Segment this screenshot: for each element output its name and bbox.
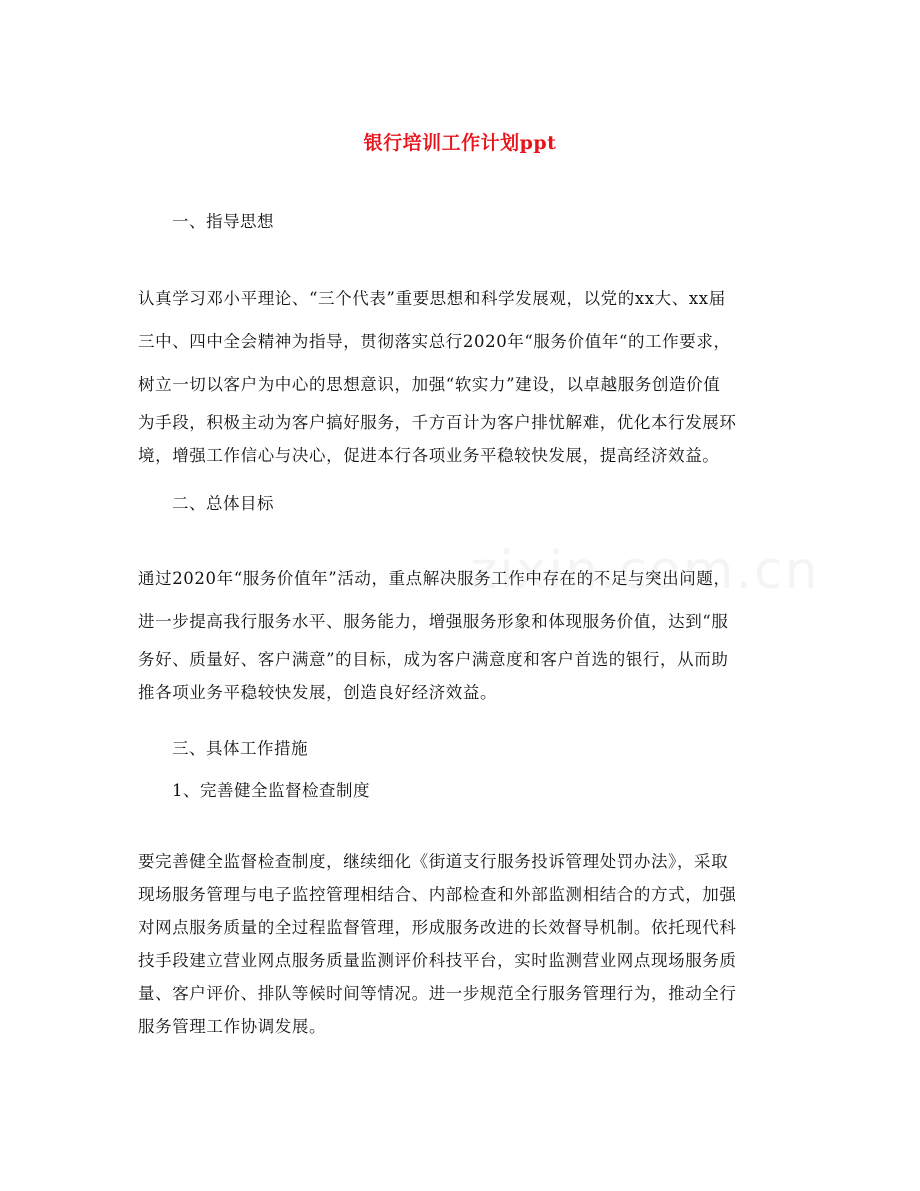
- paragraph-line: 为手段，积极主动为客户搞好服务，千方百计为客户排忧解难，优化本行发展环: [138, 413, 737, 432]
- paragraph-line: 推各项业务平稳较快发展，创造良好经济效益。: [138, 683, 498, 702]
- section-heading-overall-goal: 二、总体目标: [172, 494, 274, 513]
- paragraph-line: 要完善健全监督检查制度，继续细化《街道支行服务投诉管理处罚办法》，采取: [138, 852, 729, 871]
- paragraph-line: 认真学习邓小平理论、“三个代表”重要思想和科学发展观，以党的xx大、xx届: [138, 289, 726, 308]
- paragraph-line: 树立一切以客户为中心的思想意识，加强“软实力”建设，以卓越服务创造价值: [138, 375, 721, 394]
- section-heading-guiding-ideology: 一、指导思想: [172, 212, 274, 231]
- paragraph-line: 通过2020年“服务价值年”活动，重点解决服务工作中存在的不足与突出问题，: [138, 569, 731, 588]
- paragraph-line: 境，增强工作信心与决心，促进本行各项业务平稳较快发展，提高经济效益。: [138, 446, 720, 465]
- paragraph-line: 进一步提高我行服务水平、服务能力，增强服务形象和体现服务价值，达到“服: [138, 612, 729, 631]
- subsection-heading-supervision: 1、完善健全监督检查制度: [172, 781, 370, 800]
- paragraph-line: 量、客户评价、排队等候时间等情况。进一步规范全行服务管理行为，推动全行: [138, 984, 737, 1003]
- section-guiding-ideology-paragraph: [138, 277, 778, 472]
- paragraph-line: 务好、质量好、客户满意”的目标，成为客户满意度和客户首选的银行，从而助: [138, 650, 729, 669]
- section-overall-goal-paragraph: [138, 557, 778, 709]
- paragraph-line: 服务管理工作协调发展。: [138, 1017, 327, 1036]
- paragraph-line: 三中、四中全会精神为指导，贯彻落实总行2020年“服务价值年“的工作要求，: [138, 332, 731, 351]
- paragraph-line: 对网点服务质量的全过程监督管理，形成服务改进的长效督导机制。依托现代科: [138, 918, 737, 937]
- section-measures-paragraph: [138, 845, 778, 1043]
- paragraph-line: 技手段建立营业网点服务质量监测评价科技平台，实时监测营业网点现场服务质: [138, 951, 737, 970]
- paragraph-line: 现场服务管理与电子监控管理相结合、内部检查和外部监测相结合的方式，加强: [138, 885, 737, 904]
- section-heading-measures: 三、具体工作措施: [172, 739, 308, 758]
- document-title: 银行培训工作计划ppt: [363, 132, 557, 154]
